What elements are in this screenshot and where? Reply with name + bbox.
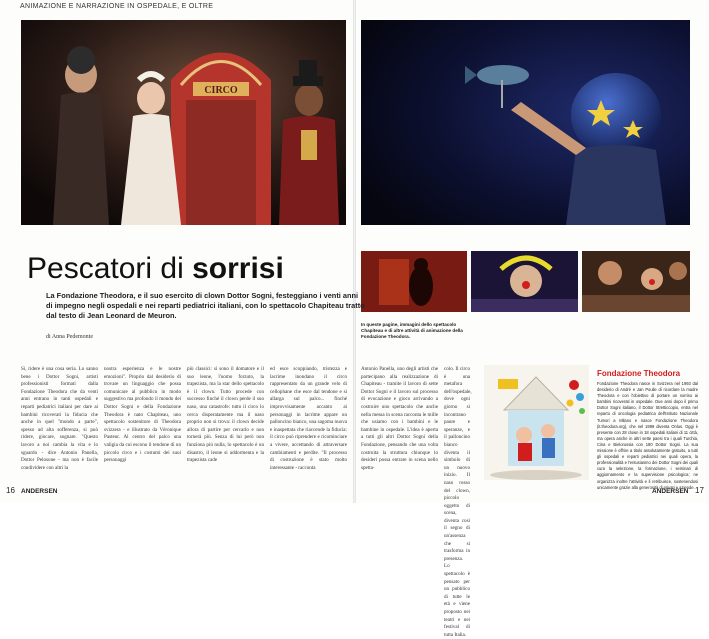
photo-small-children (582, 251, 690, 312)
section-header: ANIMAZIONE E NARRAZIONE IN OSPEDALE, E OLTRE (20, 3, 214, 10)
footer-brand-right: ANDERSEN (652, 488, 689, 495)
circus-sign: CIRCO (204, 85, 238, 96)
sidebar-box-title: Fondazione Theodora (597, 369, 681, 378)
photo-small-clown (471, 251, 578, 312)
article-title (27, 253, 284, 285)
article-lead: La Fondazione Theodora, e il suo esercito di clown Dottor Sogni, festeggiano i venti anni di impegno negli ospedali e nei reparti pediatrici italiani, con lo spettacolo Chapiteau tratto dal testo di Jean Leonard de Meuron. (46, 291, 365, 321)
photo-caption: In queste pagine, immagini dello spettacolo Chapiteau e di altre attività di animazione della Fondazione Theodora. (361, 322, 463, 340)
illustration-chapiteau (484, 365, 589, 480)
title-light: Pescatori di (27, 252, 193, 285)
page-number-right: 17 (695, 486, 704, 495)
byline: di Anna Pedemonte (46, 334, 93, 340)
body-column-3: più classici: sì sono il domatore e il suo leone, l'uomo forzuto, la trapezista, ma la star dello spettacolo è il clown. Tutto procede con successo finché il clown perde il suo naso, una catastrofe: tutto il circo lo cerca disperatamente ma il naso proprio non si trova: il clown decide allora di partire per cercarlo e non tornerà più. Senza di lui però non funziona più nulla, lo spettacolo è un disastro, il leone si addormenta e la trapezista cade (187, 366, 264, 464)
title-bold: sorrisi (192, 252, 284, 285)
body-column-1: Si, ridere è una cosa seria. Lo sanno bene i Dottor Sogni, artisti professionisti formati dalla Fondazione Theodora che da venti anni entrano in tanti ospedali e reparti pediatrici italiani per dare ai bambini ricoverati la fiducia che anche in quel "mondo a parte", spesso ad alta sofferenza, si può ridere, giocare, sognare. "Questo lavoro a noi cambia la vita e lo sguardo - dice Antonio Panella, Dottor Pelosone - ma non è facile condividere con altri la (21, 366, 98, 471)
body-column-5: Antonio Panella, uno degli artisti che partecipano alla realizzazione di Chapiteau - tramite il lavoro di sette Dottor Sogni e il lavoro sul processo di evocazione e gioco arrivando a costruire uno spettacolo che anche nella messa in scena racconta le mille che usiamo con i bambini e le bambine in ospedale. L'idea è aperta a tutti gli altri Dottor Sogni della Fondazione, pensando che una volta costruita la struttura chiunque lo desideri possa entrare in scena nello spetta- (361, 366, 438, 471)
gutter (353, 0, 356, 503)
body-column-2: nostra esperienza e le nostre emozioni". Proprio dal desiderio di trovare un linguaggio che possa comunicare al pubblico in modo suggestivo ma profondo il mondo dei Dottor Sogni e della Fondazione Theodora è nato Chapiteau, uno spettacolo sostenitore di Theodora svizzera - e illustrato da Véronique Pasteur. Al centro del palco una valigia da cui escono il tendone di un piccolo circo e i costumi dei suoi personaggi (104, 366, 181, 464)
body-column-6: colo. Il circo è una metafora dell'ospedale, dove ogni giorno si incontrano paure e speranze, e il palloncino bianco diventa il simbolo di un nuovo inizio. Il naso rosso del clown, piccolo oggetto di scena, diventa così il segno di un'assenza che si trasforma in presenza. Lo spettacolo è pensato per un pubblico di tutte le età e viene proposto nei teatri e nei festival di tutta Italia. (444, 366, 472, 638)
photo-circus-stage (21, 20, 346, 225)
page-number-left: 16 (6, 486, 15, 495)
sidebar-box-text: Fondazione Theodora nasce in Svizzera nel 1993 dal desiderio di André e Jan Poulie di ricordare la madre Theodora e con l'obiettivo di portare un sorriso ai bambini ricoverati in ospedale. Due anni dopo il primo Dottor Sogni italiano, il Dottor Stretticcopio, entra nel reparto di oncologia pediatrica dell'Istituto Nazionale Tumori a Milano e nasce Fondazione Theodora (it.theodora.org), che nel 1999 diventa Onlus. Oggi è presente con 28 clown in 18 ospedali italiani di 11 città, ma opera anche in altri sette paesi tra i quali Turchia, Cina e Bielorussia con 190 Dottor Sogni. La sua missione è offrire a titolo assolutamente gratuito, a tutti gli ospedali e reparti pediatrici nei quali opera, la professionalità e l'entusiasmo dei Dottor Sogni dei quali cura la selezione, la formazione, i seminari di aggiornamento e la supervisione psicologica; ne organizza inoltre l'attività e li retribuisce, sostenendosi unicamente grazie alla generosità di privati e aziende. (597, 381, 698, 490)
footer-brand-left: ANDERSEN (21, 488, 58, 495)
photo-clown-helmet (361, 20, 690, 225)
photo-small-shadow (361, 251, 467, 312)
body-column-4: ed esce scoppiando, tristezza e lacrime inondano il circo rappresentato da un grande velo di cellophane che esce dal tendone e si allarga sul palco... finché improvvisamente accanto ai personaggi in lacrime appare un palloncino bianco, una sagoma nuova e inaspettata che riaccende la fiducia: il circo può riprendere e ricominciare a vivere, accettando di attraversare cambiamenti e perdite. "Il processo di costruzione è stato molto interessante - racconta (270, 366, 347, 471)
